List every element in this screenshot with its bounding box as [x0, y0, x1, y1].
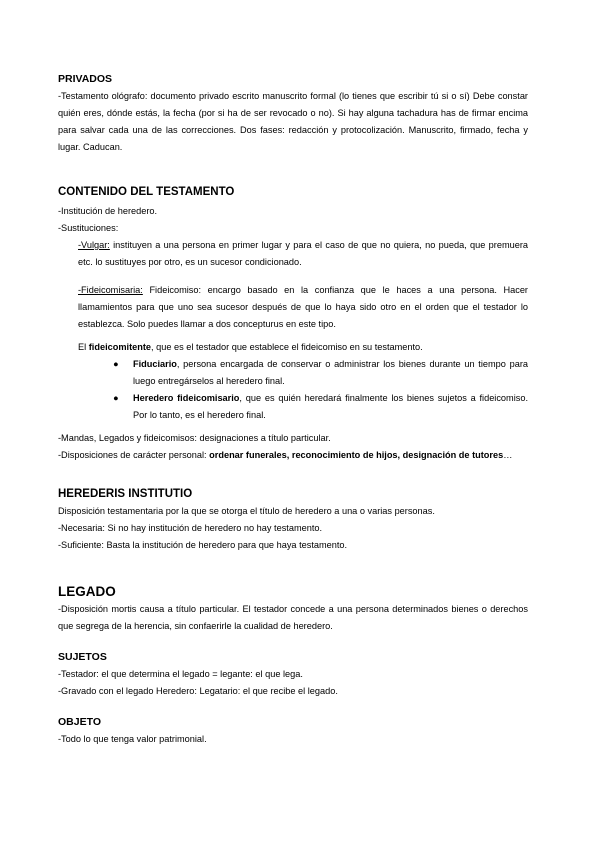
list-item: ● Fiduciario, persona encargada de conservar o administrar los bienes durante un tiempo para luego entregárselos al heredero final.: [58, 356, 528, 390]
gravado-line: -Gravado con el legado Heredero: Legatario: el que recibe el legado.: [58, 686, 338, 696]
sujetos-heading: SUJETOS: [58, 651, 107, 663]
bullet-icon: ●: [113, 359, 119, 369]
fideicomisaria-paragraph: [58, 282, 528, 333]
disposiciones-line: -Disposiciones de carácter personal: ordenar funerales, reconocimiento de hijos, designación de tutores…: [58, 450, 513, 460]
suficiente-line: -Suficiente: Basta la institución de heredero para que haya testamento.: [58, 540, 348, 550]
vulgar-text: instituyen a una persona en primer lugar y para el caso de que no quiera, no pueda, que premuera etc. lo sustituyes por otro, es un sucesor condicionado.: [78, 240, 528, 267]
fideicomisaria-label: -Fideicomisaria:: [78, 285, 143, 295]
legado-heading: LEGADO: [58, 584, 116, 599]
privados-heading: PRIVADOS: [58, 73, 113, 85]
fideicomisaria-text: Fideicomiso: encargo basado en la confianza que le haces a una persona. Hacer llamamientos para que uno sea sucesor después de que lo haya sido otro en el orden que el testador lo establezca. Solo puedes llamar a dos concepturus en este tipo.: [78, 285, 528, 329]
herederis-line: Disposición testamentaria por la que se otorga el título de heredero a una o varias personas.: [58, 506, 435, 516]
herederis-heading: HEREDERIS INSTITUTIO: [58, 488, 193, 500]
vulgar-paragraph: [58, 237, 528, 271]
necesaria-line: -Necesaria: Si no hay institución de heredero no hay testamento.: [58, 523, 323, 533]
institucion-line: -Institución de heredero.: [58, 206, 158, 216]
contenido-heading: CONTENIDO DEL TESTAMENTO: [58, 186, 235, 198]
fideicomiso-bullet-list: [58, 356, 528, 424]
list-item: ● Heredero fideicomisario, que es quién heredará finalmente los bienes sujetos a fideicomiso. Por lo tanto, es el heredero final.: [58, 390, 528, 424]
legado-paragraph: -Disposición mortis causa a título particular. El testador concede a una persona determinados bienes o derechos que segrega de la herencia, sin confaerirle la cualidad de heredero.: [58, 604, 528, 631]
privados-paragraph: -Testamento ológrafo: documento privado escrito manuscrito formal (lo tienes que escribir tú si o sí) Debe constar quién eres, dónde estás, la fecha (por si ha de ser revocado o no). Si hay alguna tachadura has de firmar encima para salvar cada una de las correcciones. Dos fases: redacción y protocolización. Manuscrito, firmado, fecha y lugar. Caducan.: [58, 91, 528, 152]
fideicomitente-line: El fideicomitente, que es el testador que establece el fideicomiso en su testamento.: [78, 342, 423, 352]
bullet-icon: ●: [113, 393, 119, 403]
objeto-heading: OBJETO: [58, 716, 101, 728]
testador-line: -Testador: el que determina el legado = legante: el que lega.: [58, 669, 303, 679]
sustituciones-line: -Sustituciones:: [58, 223, 119, 233]
vulgar-label: -Vulgar:: [78, 240, 110, 250]
herederis-section: [58, 503, 528, 554]
mandas-line: -Mandas, Legados y fideicomisos: designaciones a título particular.: [58, 433, 331, 443]
sujetos-section: [58, 666, 528, 700]
contenido-section: [58, 203, 528, 464]
objeto-line: -Todo lo que tenga valor patrimonial.: [58, 734, 207, 744]
